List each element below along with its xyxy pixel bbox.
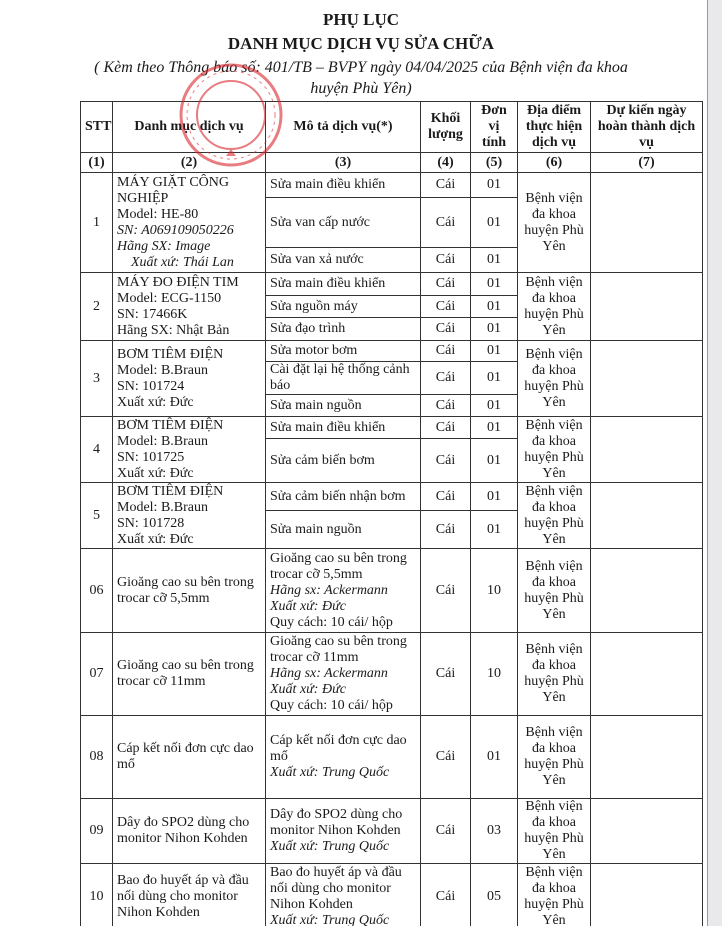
service-desc-cell: Sửa main điều khiển xyxy=(266,273,421,296)
unit-cell: Cái xyxy=(421,248,471,273)
item-cell xyxy=(113,483,266,549)
text-line: Dây đo SPO2 dùng cho monitor Nihon Kohden xyxy=(117,815,250,846)
completion-date-cell xyxy=(591,273,703,341)
table-row xyxy=(81,549,703,633)
text-line: Dây đo SPO2 dùng cho monitor Nihon Kohden xyxy=(270,807,403,838)
qty-cell: 01 xyxy=(471,417,518,439)
table-row xyxy=(81,799,703,864)
text-line: BƠM TIÊM ĐIỆN xyxy=(117,483,224,499)
qty-cell: 01 xyxy=(471,341,518,362)
unit-cell: Cái xyxy=(421,799,471,864)
text-line: Bao đo huyết áp và đầu nối dùng cho monitor Nihon Kohden xyxy=(117,873,249,920)
completion-date-cell xyxy=(591,173,703,273)
column-number: (3) xyxy=(266,153,421,173)
service-desc-cell: Sửa nguồn máy xyxy=(266,296,421,318)
qty-cell: 01 xyxy=(471,439,518,483)
stt-cell: 3 xyxy=(81,341,113,417)
doc-note-line2: huyện Phù Yên) xyxy=(310,80,412,97)
stt-cell: 2 xyxy=(81,273,113,341)
unit-cell: Cái xyxy=(421,273,471,296)
item-cell xyxy=(113,549,266,633)
item-cell xyxy=(113,633,266,716)
doc-note-line1: ( Kèm theo Thông báo số: 401/TB – BVPY ngày 04/04/2025 của Bệnh viện đa khoa xyxy=(94,59,628,76)
column-number: (4) xyxy=(421,153,471,173)
location-cell: Bệnh viện đa khoa huyện Phù Yên xyxy=(518,483,591,549)
qty-cell: 01 xyxy=(471,248,518,273)
text-line: Model: HE-80 xyxy=(117,206,199,222)
column-header: Danh mục dịch vụ xyxy=(113,102,266,153)
location-cell: Bệnh viện đa khoa huyện Phù Yên xyxy=(518,864,591,926)
column-header: Mô tả dịch vụ(*) xyxy=(266,102,421,153)
column-header: Dự kiến ngày hoàn thành dịch vụ xyxy=(591,102,703,153)
table-row xyxy=(81,483,703,511)
table-row xyxy=(81,716,703,799)
text-line: SN: 101728 xyxy=(117,515,185,531)
completion-date-cell xyxy=(591,716,703,799)
text-line: Gioăng cao su bên trong trocar cỡ 11mm xyxy=(117,658,254,689)
text-line: Gioăng cao su bên trong trocar cỡ 11mm xyxy=(270,634,407,665)
service-desc-cell: Sửa van cấp nước xyxy=(266,198,421,248)
completion-date-cell xyxy=(591,417,703,483)
service-desc-cell xyxy=(266,864,421,926)
text-line: Xuất xứ: Đức xyxy=(117,531,194,547)
location-cell: Bệnh viện đa khoa huyện Phù Yên xyxy=(518,273,591,341)
service-desc-cell: Sửa motor bơm xyxy=(266,341,421,362)
text-line: Cáp kết nối đơn cực dao mổ xyxy=(117,741,254,772)
location-cell: Bệnh viện đa khoa huyện Phù Yên xyxy=(518,716,591,799)
location-cell: Bệnh viện đa khoa huyện Phù Yên xyxy=(518,173,591,273)
text-line: Quy cách: 10 cái/ hộp xyxy=(270,698,393,713)
qty-cell: 01 xyxy=(471,483,518,511)
stt-cell: 07 xyxy=(81,633,113,716)
item-cell xyxy=(113,716,266,799)
text-line: MÁY ĐO ĐIỆN TIM xyxy=(117,274,239,290)
service-desc-cell: Sửa main nguồn xyxy=(266,395,421,417)
qty-cell: 05 xyxy=(471,864,518,926)
unit-cell: Cái xyxy=(421,198,471,248)
unit-cell: Cái xyxy=(421,296,471,318)
qty-cell: 03 xyxy=(471,799,518,864)
unit-cell: Cái xyxy=(421,549,471,633)
unit-cell: Cái xyxy=(421,318,471,341)
completion-date-cell xyxy=(591,799,703,864)
service-desc-cell: Sửa cảm biến bơm xyxy=(266,439,421,483)
qty-cell: 01 xyxy=(471,511,518,549)
stt-cell: 10 xyxy=(81,864,113,926)
unit-cell: Cái xyxy=(421,864,471,926)
item-cell xyxy=(113,273,266,341)
unit-cell: Cái xyxy=(421,417,471,439)
item-cell xyxy=(113,417,266,483)
text-line: Hãng SX: Nhật Bản xyxy=(117,322,230,338)
item-cell xyxy=(113,341,266,417)
service-desc-cell: Sửa van xả nước xyxy=(266,248,421,273)
text-line: BƠM TIÊM ĐIỆN xyxy=(117,417,224,433)
table-row xyxy=(81,417,703,439)
service-desc-cell: Cài đặt lại hệ thống cảnh báo xyxy=(266,362,421,395)
item-cell xyxy=(113,799,266,864)
qty-cell: 01 xyxy=(471,273,518,296)
text-line: Xuất xứ: Trung Quốc xyxy=(270,765,390,780)
completion-date-cell xyxy=(591,483,703,549)
text-line: BƠM TIÊM ĐIỆN xyxy=(117,346,224,362)
service-desc-cell: Sửa main nguồn xyxy=(266,511,421,549)
text-line: Gioăng cao su bên trong trocar cỡ 5,5mm xyxy=(117,574,254,606)
unit-cell: Cái xyxy=(421,362,471,395)
item-cell xyxy=(113,864,266,926)
stt-cell: 5 xyxy=(81,483,113,549)
text-line: Xuất xứ: Đức xyxy=(270,682,346,697)
text-line: Xuất xứ: Trung Quốc xyxy=(270,913,390,926)
qty-cell: 10 xyxy=(471,633,518,716)
qty-cell: 01 xyxy=(471,318,518,341)
service-desc-cell xyxy=(266,716,421,799)
completion-date-cell xyxy=(591,633,703,716)
text-line: SN: 101725 xyxy=(117,449,185,465)
service-desc-cell: Sửa main điều khiển xyxy=(266,417,421,439)
location-cell: Bệnh viện đa khoa huyện Phù Yên xyxy=(518,549,591,633)
qty-cell: 10 xyxy=(471,549,518,633)
table-row xyxy=(81,341,703,362)
service-desc-cell: Sửa đạo trình xyxy=(266,318,421,341)
stt-cell: 06 xyxy=(81,549,113,633)
service-desc-cell: Sửa main điều khiển xyxy=(266,173,421,198)
column-header: STT xyxy=(81,102,113,153)
unit-cell: Cái xyxy=(421,341,471,362)
service-table xyxy=(80,101,703,926)
text-line: Xuất xứ: Đức xyxy=(270,598,346,614)
text-line: Hãng sx: Ackermann xyxy=(270,582,388,598)
service-desc-cell xyxy=(266,633,421,716)
table-row xyxy=(81,173,703,198)
location-cell: Bệnh viện đa khoa huyện Phù Yên xyxy=(518,799,591,864)
location-cell: Bệnh viện đa khoa huyện Phù Yên xyxy=(518,633,591,716)
completion-date-cell xyxy=(591,341,703,417)
location-cell: Bệnh viện đa khoa huyện Phù Yên xyxy=(518,341,591,417)
column-header: Địa điểm thực hiện dịch vụ xyxy=(518,102,591,153)
column-number: (5) xyxy=(471,153,518,173)
stt-cell: 1 xyxy=(81,173,113,273)
text-line: Hãng sx: Ackermann xyxy=(270,666,388,681)
column-number: (7) xyxy=(591,153,703,173)
doc-subtitle: DANH MỤC DỊCH VỤ SỬA CHỮA xyxy=(227,34,495,53)
unit-cell: Cái xyxy=(421,716,471,799)
stt-cell: 09 xyxy=(81,799,113,864)
qty-cell: 01 xyxy=(471,296,518,318)
completion-date-cell xyxy=(591,864,703,926)
text-line: Xuất xứ: Đức xyxy=(117,394,194,410)
qty-cell: 01 xyxy=(471,198,518,248)
text-line: SN: 101724 xyxy=(117,378,185,394)
column-header: Khối lượng xyxy=(421,102,471,153)
stt-cell: 08 xyxy=(81,716,113,799)
completion-date-cell xyxy=(591,549,703,633)
text-line: SN: A069109050226 xyxy=(117,222,234,238)
qty-cell: 01 xyxy=(471,362,518,395)
service-desc-cell: Sửa cảm biến nhận bơm xyxy=(266,483,421,511)
unit-cell: Cái xyxy=(421,173,471,198)
text-line: Model: B.Braun xyxy=(117,499,208,515)
column-number: (6) xyxy=(518,153,591,173)
text-line: Xuất xứ: Đức xyxy=(117,465,194,481)
unit-cell: Cái xyxy=(421,483,471,511)
item-cell xyxy=(113,173,266,273)
column-header: Đơn vị tính xyxy=(471,102,518,153)
table-row xyxy=(81,273,703,296)
text-line: Xuất xứ: Thái Lan xyxy=(131,254,234,270)
text-line: Hãng SX: Image xyxy=(117,238,211,254)
doc-title: PHỤ LỤC xyxy=(322,10,400,29)
text-line: Model: B.Braun xyxy=(117,433,208,449)
qty-cell: 01 xyxy=(471,395,518,417)
unit-cell: Cái xyxy=(421,633,471,716)
column-number: (2) xyxy=(113,153,266,173)
text-line: Model: B.Braun xyxy=(117,362,208,378)
table-row xyxy=(81,864,703,926)
unit-cell: Cái xyxy=(421,439,471,483)
unit-cell: Cái xyxy=(421,511,471,549)
qty-cell: 01 xyxy=(471,716,518,799)
service-desc-cell xyxy=(266,799,421,864)
text-line: Bao đo huyết áp và đầu nối dùng cho monitor Nihon Kohden xyxy=(270,865,402,912)
column-number: (1) xyxy=(81,153,113,173)
unit-cell: Cái xyxy=(421,395,471,417)
text-line: MÁY GIẶT CÔNG NGHIỆP xyxy=(117,174,229,206)
page-edge xyxy=(707,0,722,926)
table-row xyxy=(81,633,703,716)
text-line: SN: 17466K xyxy=(117,306,188,322)
text-line: Quy cách: 10 cái/ hộp xyxy=(270,614,393,630)
service-desc-cell xyxy=(266,549,421,633)
text-line: Cáp kết nối đơn cực dao mổ xyxy=(270,733,407,764)
text-line: Xuất xứ: Trung Quốc xyxy=(270,839,390,854)
stt-cell: 4 xyxy=(81,417,113,483)
text-line: Model: ECG-1150 xyxy=(117,290,222,306)
location-cell: Bệnh viện đa khoa huyện Phù Yên xyxy=(518,417,591,483)
text-line: Gioăng cao su bên trong trocar cỡ 5,5mm xyxy=(270,550,407,582)
qty-cell: 01 xyxy=(471,173,518,198)
